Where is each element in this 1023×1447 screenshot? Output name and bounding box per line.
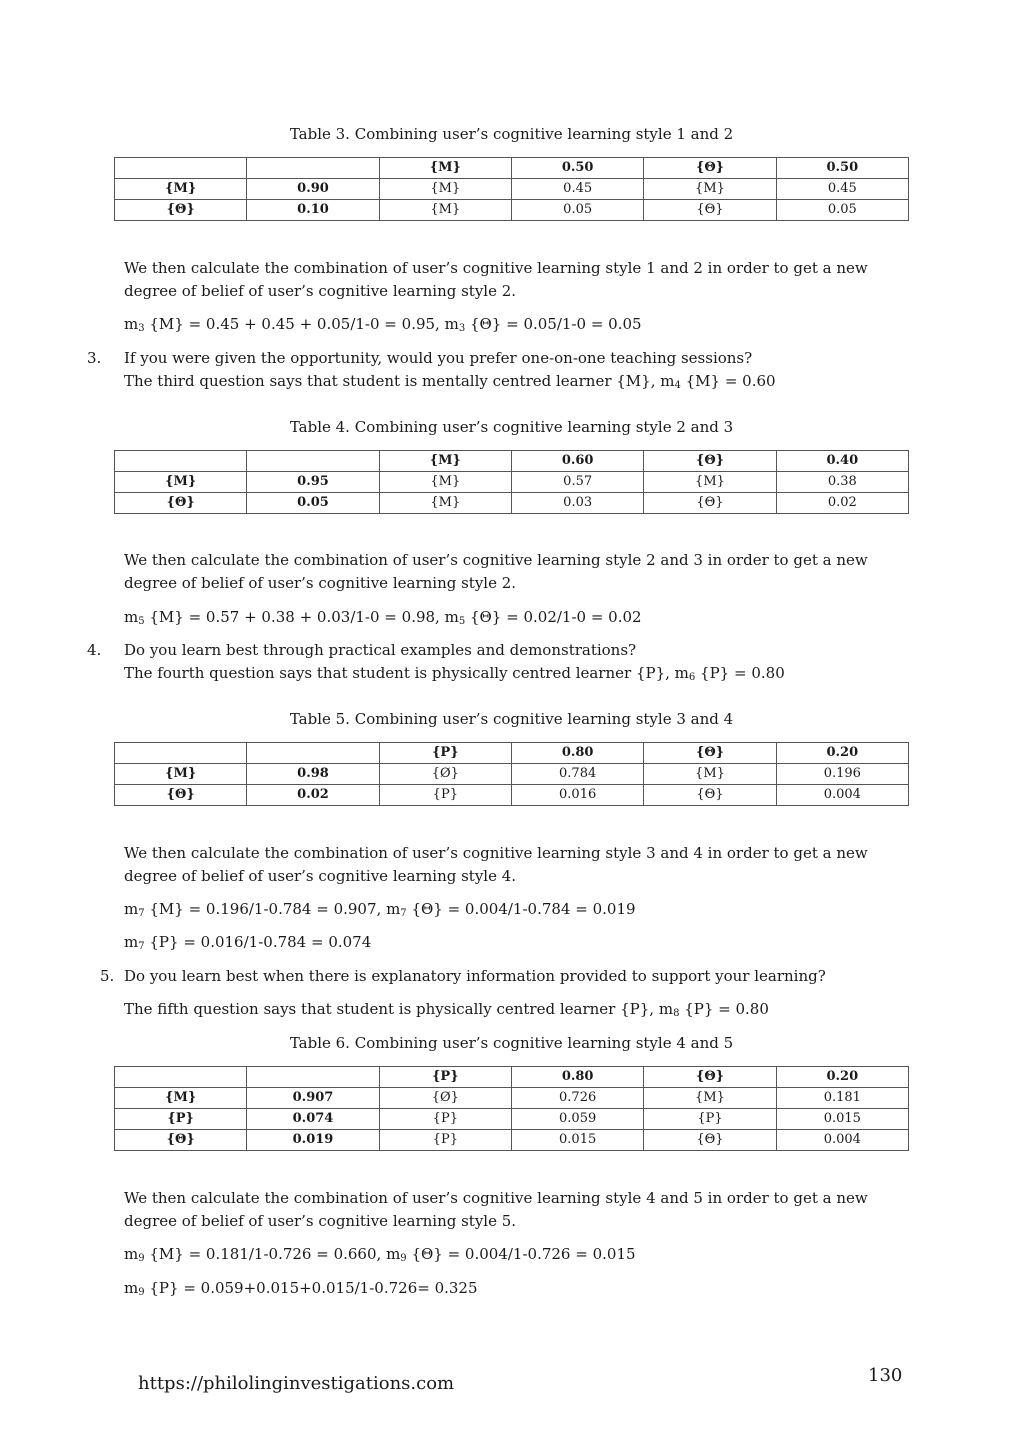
table-cell: {Θ} [115,1130,247,1151]
table-cell: {M} [379,179,511,200]
table-cell: 0.60 [511,451,643,472]
table-cell: {M} [379,158,511,179]
table-cell: {Θ} [644,743,776,764]
table-cell: 0.90 [247,179,379,200]
table-header-row [115,158,909,179]
table-cell: 0.074 [247,1109,379,1130]
formula: $m_7$ {P} = 0.016/1-0.784 = 0.074 [124,933,372,952]
table-cell [247,158,379,179]
question-text: If you were given the opportunity, would you prefer one-on-one teaching sessions? [124,349,753,367]
table-cell: 0.80 [511,743,643,764]
table-cell: {Θ} [644,785,776,806]
table-cell: {M} [644,472,776,493]
table-cell: {Θ} [644,158,776,179]
table4 [114,450,909,514]
table-cell: 0.019 [247,1130,379,1151]
table-cell: 0.50 [511,158,643,179]
table-cell [247,451,379,472]
table-cell: 0.20 [776,1067,908,1088]
table-cell: 0.03 [511,493,643,514]
table-cell: {P} [379,1067,511,1088]
table-cell: {M} [115,764,247,785]
table-cell: {P} [644,1109,776,1130]
table-cell: {Θ} [644,493,776,514]
paragraph: We then calculate the combination of user’s cognitive learning style 1 and 2 in order to get a new degree of belief of user’s cognitive learning style 2. [124,259,868,300]
formula: $m_3$ {M} = 0.45 + 0.45 + 0.05/1-0 = 0.95, $m_3$ {Θ} = 0.05/1-0 = 0.05 [124,315,642,334]
table-cell: 0.10 [247,200,379,221]
table-cell: {Ø} [379,1088,511,1109]
answer-text: The fourth question says that student is physically centred learner {P}, $m_6$ {P} = 0.80 [124,664,785,683]
table-cell: 0.015 [776,1109,908,1130]
footer-url[interactable]: https://philolinginvestigations.com [138,1373,455,1394]
table-cell: {Ø} [379,764,511,785]
table-cell: 0.181 [776,1088,908,1109]
table-row [115,1130,909,1151]
table-cell: 0.45 [776,179,908,200]
table-cell: {M} [379,472,511,493]
table-cell [115,158,247,179]
table-row [115,764,909,785]
table-cell: {Θ} [644,200,776,221]
table-cell: {Θ} [644,1130,776,1151]
table-cell: {M} [379,451,511,472]
table6 [114,1066,909,1151]
table-cell: {Θ} [115,493,247,514]
answer-text: The third question says that student is mentally centred learner {M}, $m_4$ {M} = 0.60 [124,372,776,391]
table-cell [247,743,379,764]
table-cell: {P} [379,743,511,764]
table-cell [115,1067,247,1088]
table-cell: {M} [379,493,511,514]
list-number: 3. [87,349,102,367]
table-cell: {M} [115,179,247,200]
table-cell: 0.02 [776,493,908,514]
table5-caption: Table 5. Combining user’s cognitive learning style 3 and 4 [289,710,734,728]
table-cell: 0.80 [511,1067,643,1088]
table-cell: 0.004 [776,1130,908,1151]
formula: $m_9$ {P} = 0.059+0.015+0.015/1-0.726= 0.325 [124,1279,478,1298]
table-cell: {Θ} [115,200,247,221]
table-row [115,785,909,806]
list-number: 5. [100,967,115,985]
table5 [114,742,909,806]
table-cell: {Θ} [115,785,247,806]
paragraph: We then calculate the combination of user’s cognitive learning style 3 and 4 in order to get a new degree of belief of user’s cognitive learning style 4. [124,844,868,885]
page-number: 130 [868,1365,903,1386]
table-row [115,472,909,493]
table-cell: 0.02 [247,785,379,806]
table-cell: 0.05 [511,200,643,221]
list-number: 4. [87,641,102,659]
table-cell [247,1067,379,1088]
table-cell: 0.05 [247,493,379,514]
table-cell: {P} [379,785,511,806]
table-cell: {Θ} [644,1067,776,1088]
table-cell: 0.38 [776,472,908,493]
table-cell: 0.57 [511,472,643,493]
table-cell: {P} [379,1109,511,1130]
table-row [115,1088,909,1109]
table-cell: 0.98 [247,764,379,785]
table-cell: {M} [644,764,776,785]
table-cell: 0.40 [776,451,908,472]
table-cell: 0.50 [776,158,908,179]
table-cell [115,451,247,472]
table-row [115,493,909,514]
table-header-row [115,1067,909,1088]
table-row [115,200,909,221]
formula: $m_9$ {M} = 0.181/1-0.726 = 0.660, $m_9$ {Θ} = 0.004/1-0.726 = 0.015 [124,1245,636,1264]
table-cell: 0.05 [776,200,908,221]
table-cell: 0.015 [511,1130,643,1151]
question-text: Do you learn best through practical examples and demonstrations? [124,641,637,659]
table-cell [115,743,247,764]
table-cell: 0.784 [511,764,643,785]
formula: $m_5$ {M} = 0.57 + 0.38 + 0.03/1-0 = 0.98, $m_5$ {Θ} = 0.02/1-0 = 0.02 [124,608,642,627]
table-cell: {P} [115,1109,247,1130]
table-cell: 0.726 [511,1088,643,1109]
table3 [114,157,909,221]
table-cell: 0.004 [776,785,908,806]
table-cell: 0.059 [511,1109,643,1130]
table-cell: 0.95 [247,472,379,493]
table-cell: {M} [115,472,247,493]
table-cell: {P} [379,1130,511,1151]
table-row [115,179,909,200]
table-cell: {M} [115,1088,247,1109]
formula: $m_7$ {M} = 0.196/1-0.784 = 0.907, $m_7$ {Θ} = 0.004/1-0.784 = 0.019 [124,900,636,919]
table-header-row [115,451,909,472]
table3-caption: Table 3. Combining user’s cognitive learning style 1 and 2 [289,125,734,143]
table-row [115,1109,909,1130]
table-cell: {Θ} [644,451,776,472]
table-cell: 0.196 [776,764,908,785]
table-cell: {M} [644,179,776,200]
question-text: Do you learn best when there is explanatory information provided to support your learning? [124,967,826,985]
paragraph: We then calculate the combination of user’s cognitive learning style 2 and 3 in order to get a new degree of belief of user’s cognitive learning style 2. [124,551,868,592]
table-cell: 0.016 [511,785,643,806]
table-cell: 0.907 [247,1088,379,1109]
table-cell: 0.20 [776,743,908,764]
table-cell: {M} [644,1088,776,1109]
table6-caption: Table 6. Combining user’s cognitive learning style 4 and 5 [289,1034,734,1052]
table-cell: {M} [379,200,511,221]
answer-text: The fifth question says that student is physically centred learner {P}, $m_8$ {P} = 0.80 [124,1000,769,1019]
table-header-row [115,743,909,764]
table4-caption: Table 4. Combining user’s cognitive learning style 2 and 3 [289,418,734,436]
table-cell: 0.45 [511,179,643,200]
paragraph: We then calculate the combination of user’s cognitive learning style 4 and 5 in order to get a new degree of belief of user’s cognitive learning style 5. [124,1189,868,1230]
